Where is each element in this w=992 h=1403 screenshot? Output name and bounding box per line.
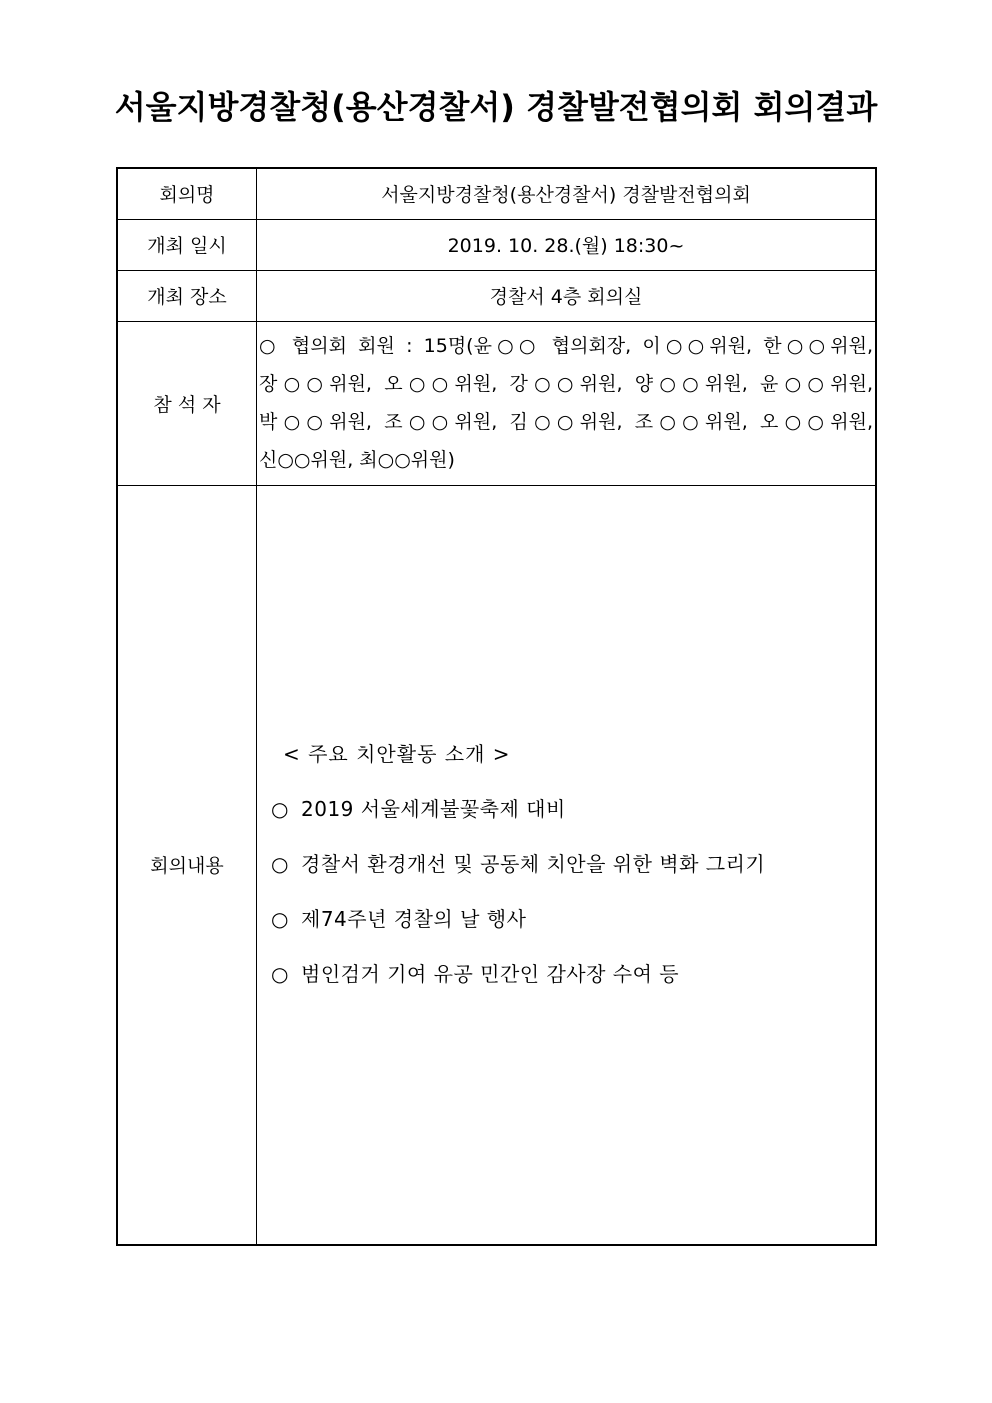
datetime-label: 개최 일시 (117, 219, 257, 270)
attendees-line: 신○○위원, 최○○위원) (259, 449, 455, 471)
attendees-line: ○ 협의회 회원 : 15명(윤○○ 협의회장, 이○○위원, 한○○위원, (259, 335, 873, 357)
circle-bullet-icon: ○ (271, 906, 289, 931)
list-item (271, 958, 765, 1013)
content-list (271, 738, 765, 1013)
datetime-value: 2019. 10. 28.(월) 18:30~ (257, 219, 877, 270)
list-item (271, 793, 765, 848)
meeting-result-table (116, 167, 877, 1246)
content-row (117, 485, 876, 1245)
attendees-text (257, 327, 875, 479)
attendees-row (117, 321, 876, 485)
content-value (257, 485, 877, 1245)
attendees-line: 장○○위원, 오○○위원, 강○○위원, 양○○위원, 윤○○위원, (259, 373, 873, 395)
attendees-line: 박○○위원, 조○○위원, 김○○위원, 조○○위원, 오○○위원, (259, 411, 873, 433)
content-heading: < 주요 치안활동 소개 > (283, 741, 511, 766)
list-item-text: 제74주년 경찰의 날 행사 (301, 906, 527, 931)
attendees-label: 참 석 자 (117, 321, 257, 485)
attendees-value (257, 321, 877, 485)
meeting-name-label: 회의명 (117, 168, 257, 219)
location-row (117, 270, 876, 321)
list-item-text: 2019 서울세계불꽃축제 대비 (301, 796, 566, 821)
content-label: 회의내용 (117, 485, 257, 1245)
circle-bullet-icon: ○ (271, 851, 289, 876)
circle-bullet-icon: ○ (271, 796, 289, 821)
list-item-text: 범인검거 기여 유공 민간인 감사장 수여 등 (301, 961, 680, 986)
list-item (271, 903, 765, 958)
list-item (271, 848, 765, 903)
circle-bullet-icon: ○ (271, 961, 289, 986)
document-title: 서울지방경찰청(용산경찰서) 경찰발전협의회 회의결과 (114, 88, 878, 126)
datetime-row (117, 219, 876, 270)
location-label: 개최 장소 (117, 270, 257, 321)
meeting-name-row (117, 168, 876, 219)
location-value: 경찰서 4층 회의실 (257, 270, 877, 321)
list-item-text: 경찰서 환경개선 및 공동체 치안을 위한 벽화 그리기 (301, 851, 766, 876)
meeting-name-value: 서울지방경찰청(용산경찰서) 경찰발전협의회 (257, 168, 877, 219)
